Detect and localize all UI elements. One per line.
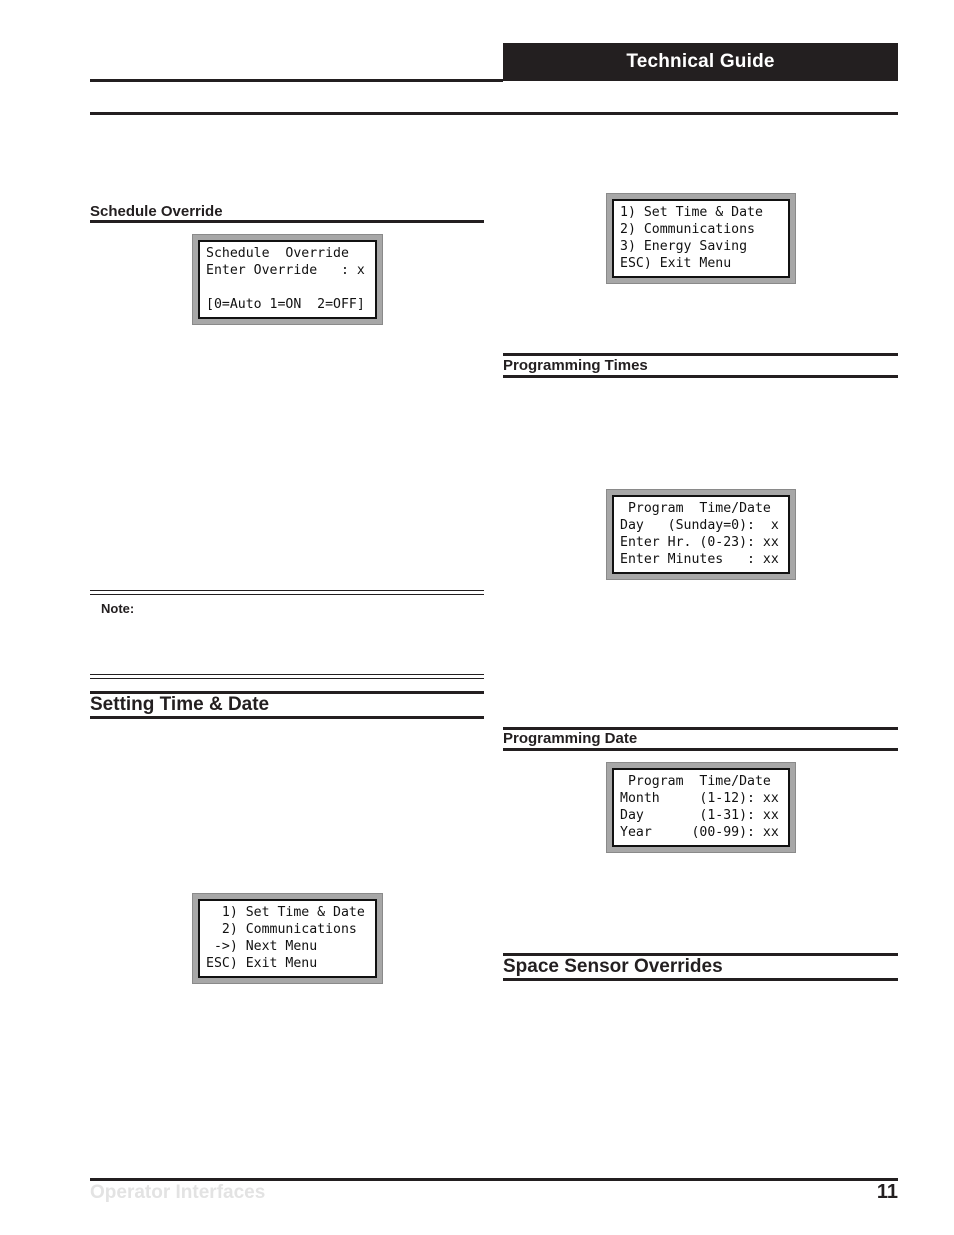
lcd-line: 1) Set Time & Date [620, 205, 763, 220]
section-heading-space-sensor-overrides: Space Sensor Overrides [503, 956, 723, 977]
section-rule-top [503, 353, 898, 356]
lcd-line: Day (Sunday=0): x [620, 518, 779, 533]
lcd-program-date [606, 762, 796, 853]
lcd-line: ->) Next Menu [206, 939, 318, 954]
lcd-program-time [606, 489, 796, 580]
header-rule [90, 79, 503, 82]
section-heading-programming-date: Programming Date [503, 730, 638, 747]
lcd-line: 2) Communications [620, 222, 755, 237]
note-rule-top-2 [90, 594, 484, 595]
header-title: Technical Guide [626, 51, 775, 72]
footer-rule [90, 1178, 898, 1181]
lcd-line: 1) Set Time & Date [206, 905, 365, 920]
lcd-line: 2) Communications [206, 922, 357, 937]
note-rule-bottom-2 [90, 678, 484, 679]
section-rule [90, 716, 484, 719]
lcd-line: Year (00-99): xx [620, 825, 779, 840]
lcd-line: 3) Energy Saving [620, 239, 748, 254]
header-rule-lower [90, 112, 898, 115]
lcd-line: Schedule Override [206, 246, 349, 261]
lcd-line: Program Time/Date [620, 501, 771, 516]
header-title-box [503, 43, 898, 81]
lcd-line [206, 279, 370, 296]
note-rule-bottom [90, 674, 484, 675]
lcd-schedule-override [192, 234, 383, 325]
lcd-line: Enter Hr. (0-23): xx [620, 535, 779, 550]
note-label: Note: [101, 601, 135, 616]
lcd-line: Enter Override : x [206, 263, 365, 278]
section-heading-programming-times: Programming Times [503, 357, 648, 374]
footer-section-title: Operator Interfaces [90, 1182, 266, 1203]
lcd-line: [0=Auto 1=ON 2=OFF] [206, 297, 365, 312]
section-rule [503, 748, 898, 751]
lcd-next-menu [606, 193, 796, 284]
lcd-line: Day (1-31): xx [620, 808, 779, 823]
note-rule-top [90, 590, 484, 591]
lcd-line: Month (1-12): xx [620, 791, 779, 806]
page-number: 11 [876, 1181, 898, 1203]
lcd-line: Enter Minutes : xx [620, 552, 779, 567]
section-rule [503, 375, 898, 378]
section-rule [503, 978, 898, 981]
section-heading-setting-time-date: Setting Time & Date [90, 694, 270, 715]
lcd-line: Program Time/Date [620, 774, 771, 789]
lcd-main-menu [192, 893, 383, 984]
lcd-line: ESC) Exit Menu [620, 256, 732, 271]
section-rule [90, 220, 484, 223]
lcd-line: ESC) Exit Menu [206, 956, 318, 971]
section-heading-schedule-override: Schedule Override [90, 203, 223, 220]
